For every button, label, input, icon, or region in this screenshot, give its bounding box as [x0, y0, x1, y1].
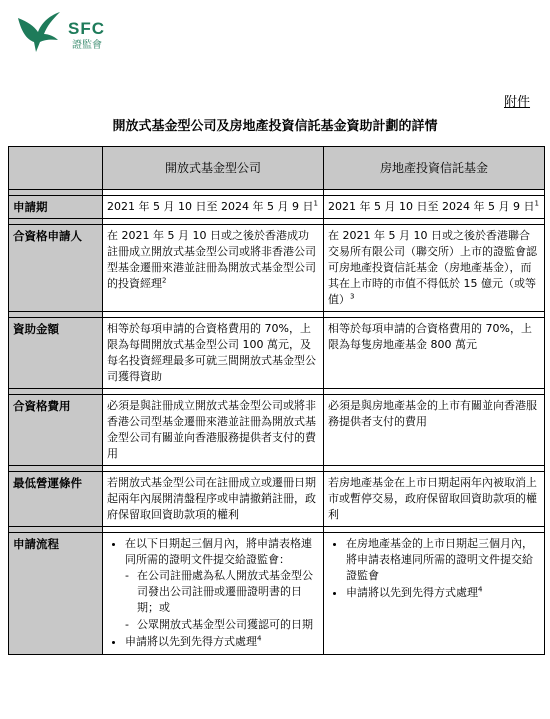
list-item: • 在房地產基金的上市日期起三個月內，將申請表格連同所需的證明文件提交給證監會 [346, 536, 540, 584]
row-label: 申請流程 [9, 533, 103, 655]
list-item: • 申請將以先到先得方式處理$^4$ [125, 634, 319, 650]
table-row [9, 533, 545, 655]
ofc-cell: 在 2021 年 5 月 10 日或之後於香港成功註冊成立開放式基金型公司或將非香港公司型基金遷冊來港並註冊為開放式基金型公司的投資經理$^2$ [103, 225, 324, 312]
ofc-cell: 2021 年 5 月 10 日至 2024 年 5 月 9 日$^1$ [103, 196, 324, 219]
sfc-logo [14, 10, 134, 54]
row-label: 資助金額 [9, 318, 103, 389]
ofc-cell: 若開放式基金型公司在註冊成立或遷冊日期起兩年內展開清盤程序或申請撤銷註冊，政府保留取回資助款項的權利 [103, 472, 324, 527]
row-label: 申請期 [9, 196, 103, 219]
table-header-row [9, 147, 545, 190]
row-label: 合資格費用 [9, 395, 103, 466]
ofc-cell [103, 533, 324, 655]
reit-cell: 若房地產基金在上市日期起兩年內被取消上市或暫停交易，政府保留取回資助款項的權利 [324, 472, 545, 527]
reit-cell: 必須是與房地產基金的上市有關並向香港服務提供者支付的費用 [324, 395, 545, 466]
logo-subtitle: 證監會 [72, 40, 102, 51]
logo-name: SFC [68, 19, 105, 38]
reit-cell: 在 2021 年 5 月 10 日或之後於香港聯合交易所有限公司（聯交所）上市的證監會認可房地產投資信託基金（房地產基金），而其在上市時的市值不得低於 15 億元（或等值）$^3$ [324, 225, 545, 312]
reit-cell: 2021 年 5 月 10 日至 2024 年 5 月 9 日$^1$ [324, 196, 545, 219]
ofc-cell: 必須是與註冊成立開放式基金型公司或將非香港公司型基金遷冊來港並註冊為開放式基金型公司有關並向香港服務提供者支付的費用 [103, 395, 324, 466]
details-table [8, 146, 545, 655]
ofc-cell: 相等於每項申請的合資格費用的 70%，上限為每間開放式基金型公司 100 萬元，及每名投資經理最多可就三間開放式基金型公司獲得資助 [103, 318, 324, 389]
annex-label: 附件 [504, 95, 531, 110]
table-row [9, 196, 545, 219]
list-item: • 在以下日期起三個月內，將申請表格連同所需的證明文件提交給證監會： - 在公司註冊處為私人開放式基金型公司發出公司註冊或遷冊證明書的日期；或 - 公眾開放式基金型公司獲認可的日期 [125, 536, 319, 633]
table-row [9, 472, 545, 527]
table-row [9, 395, 545, 466]
list-item: • 申請將以先到先得方式處理$^4$ [346, 585, 540, 601]
reit-cell: 相等於每項申請的合資格費用的 70%，上限為每隻房地產基金 800 萬元 [324, 318, 545, 389]
list-item: - 在公司註冊處為私人開放式基金型公司發出公司註冊或遷冊證明書的日期；或 [137, 568, 319, 616]
list-item: - 公眾開放式基金型公司獲認可的日期 [137, 617, 319, 633]
reit-cell [324, 533, 545, 655]
table-row [9, 318, 545, 389]
row-label: 合資格申請人 [9, 225, 103, 312]
document-title: 開放式基金型公司及房地產投資信託基金資助計劃的詳情 [112, 119, 438, 134]
row-label: 最低營運條件 [9, 472, 103, 527]
header-ofc: 開放式基金型公司 [103, 147, 324, 190]
header-blank [9, 147, 103, 190]
bird-logo-icon [14, 10, 64, 54]
header-reit: 房地產投資信託基金 [324, 147, 545, 190]
table-row [9, 225, 545, 312]
